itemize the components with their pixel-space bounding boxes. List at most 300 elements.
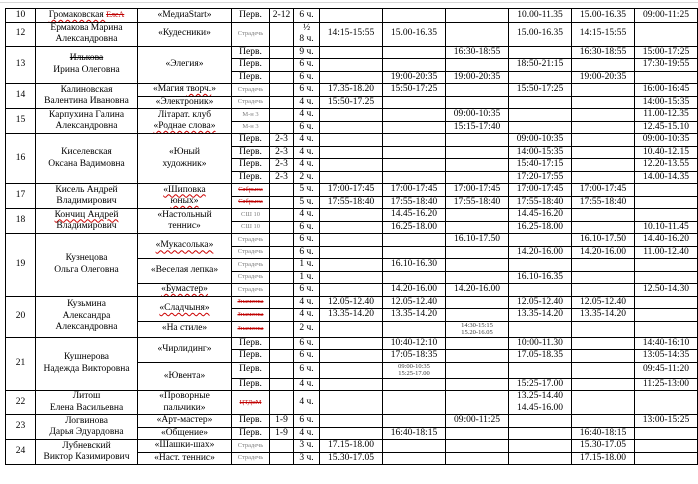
cell-location: Перв. [232,378,270,391]
cell-schedule-time-5: 15.00-16.35 [572,9,635,23]
cell-grade-range: 2-3 [270,146,294,159]
cell-schedule-time-6 [635,427,698,440]
text-line: Кузнецова [65,253,108,264]
cell-club-name: «Ювента» [138,362,232,391]
cell-weekly-hours: 6 ч. [294,350,320,363]
cell-schedule-time-2 [383,146,446,159]
text-line: 13.25-14.40 [517,391,563,401]
cell-weekly-hours: 6 ч. [294,284,320,297]
text-line: 14.45-16.00 [517,402,563,413]
cell-weekly-hours: 6 ч. [294,221,320,234]
table-row [6,440,698,453]
cell-schedule-time-1 [320,427,383,440]
text-line: Валентина Ивановна [44,96,129,106]
cell-schedule-time-1 [320,362,383,378]
text-line: 15.20-16.05 [461,329,493,336]
cell-location: Перв. [232,427,270,440]
cell-location: Перв. [232,350,270,363]
cell-schedule-time-3 [446,271,509,284]
cell-schedule-time-2 [383,46,446,59]
text-run: ЕлеА [106,10,125,19]
cell-schedule-time-5 [572,209,635,222]
cell-row-number: 18 [6,209,36,234]
cell-schedule-time-3 [446,452,509,465]
cell-schedule-time-5: 14:15-15:55 [572,22,635,46]
cell-schedule-time-3 [446,96,509,109]
cell-schedule-time-3 [446,22,509,46]
cell-grade-range: 2-3 [270,134,294,147]
cell-schedule-time-3: 15:15-17:40 [446,121,509,134]
text-line: Літарат. клуб [157,109,212,120]
cell-schedule-time-2 [383,452,446,465]
cell-grade-range [270,362,294,378]
cell-weekly-hours: 4 ч. [294,146,320,159]
cell-row-number: 10 [6,9,36,23]
cell-location: Перв. [232,337,270,350]
cell-location: Перв. [232,71,270,84]
text-line: Карпухина Галина [48,109,125,120]
cell-grade-range [270,121,294,134]
cell-location: Сябрына [232,196,270,209]
cell-row-number: 22 [6,391,36,415]
cell-location: М-н 3 [232,121,270,134]
cell-club-name [138,296,232,321]
cell-schedule-time-4: 10:00-11.30 [509,337,572,350]
cell-teacher-name [36,337,138,391]
text-line: Ермакова Марина [50,22,123,33]
cell-grade-range [270,337,294,350]
cell-weekly-hours: 9 ч. [294,46,320,59]
cell-location: Страдечь [232,440,270,453]
cell-weekly-hours: 4 ч. [294,391,320,415]
cell-schedule-time-6 [635,184,698,197]
cell-schedule-time-1: 17:55-18:40 [320,196,383,209]
cell-schedule-time-3: 19:00-20:35 [446,71,509,84]
cell-schedule-time-4: 15.00-16.35 [509,22,572,46]
cell-schedule-time-4: 14.45-16.20 [509,209,572,222]
cell-schedule-time-2 [383,378,446,391]
cell-schedule-time-5 [572,378,635,391]
cell-schedule-time-1 [320,71,383,84]
cell-schedule-time-2: 15.00-16.35 [383,22,446,46]
text-run: «Сладчыня» [159,302,210,313]
cell-schedule-time-2: 16.10-16.30 [383,259,446,272]
cell-club-name: «Электроник» [138,96,232,109]
cell-schedule-time-4: 14:00-15:35 [509,146,572,159]
text-line: 14:30-15:15 [461,321,493,329]
cell-schedule-time-3 [446,378,509,391]
cell-location: Перв. [232,59,270,72]
table-row [6,415,698,428]
schedule-table [5,8,698,465]
cell-club-name: «На стиле» [138,321,232,337]
cell-location: Страдечь [232,452,270,465]
cell-grade-range [270,284,294,297]
cell-weekly-hours: 3 ч. [294,452,320,465]
text-line: Владимирович [56,221,117,231]
table-row [6,109,698,122]
cell-weekly-hours: 6 ч. [294,337,320,350]
cell-location: Перв. [232,415,270,428]
cell-schedule-time-1 [320,121,383,134]
cell-schedule-time-5: 16:40-18:15 [572,427,635,440]
text-line: «Юный [168,147,201,157]
cell-club-name [138,209,232,234]
cell-row-number: 20 [6,296,36,337]
cell-schedule-time-1: 17:00-17:45 [320,184,383,197]
text-run: Громаковская [48,10,107,20]
cell-club-name [138,391,232,415]
text-line: Владимирович [56,196,117,206]
table-row [6,296,698,309]
cell-grade-range [270,46,294,59]
text-line: Илькова [69,53,104,64]
text-line: Виктор Казимирович [43,452,130,462]
cell-row-number: 13 [6,46,36,84]
cell-schedule-time-6: 11:25-13:00 [635,378,698,391]
cell-schedule-time-6: 12.50-14.30 [635,284,698,297]
cell-schedule-time-1 [320,9,383,23]
cell-schedule-time-3: 17:55-18:40 [446,196,509,209]
cell-weekly-hours: 4 ч. [294,209,320,222]
cell-schedule-time-3 [446,296,509,309]
cell-schedule-time-6: 14:40-16:10 [635,337,698,350]
cell-schedule-time-4 [509,234,572,247]
text-line: теннис» [168,221,201,231]
cell-location: Страдечь [232,96,270,109]
cell-location: Знаменка [232,321,270,337]
cell-schedule-time-3: 16:30-18:55 [446,46,509,59]
cell-schedule-time-3 [446,209,509,222]
text-line: 09:00-10:35 [398,362,430,370]
cell-schedule-time-5: 16.10-17.50 [572,234,635,247]
cell-schedule-time-5 [572,271,635,284]
cell-schedule-time-2 [383,321,446,337]
cell-schedule-time-3 [446,246,509,259]
cell-club-name [138,284,232,297]
cell-schedule-time-5 [572,159,635,172]
cell-schedule-time-2: 17:05-18:35 [383,350,446,363]
table-row [6,184,698,197]
cell-schedule-time-6 [635,309,698,322]
cell-schedule-time-1 [320,109,383,122]
cell-club-name: «Шашки-шах» [138,440,232,453]
cell-schedule-time-6: 12.45-15.10 [635,121,698,134]
text-line: пальчики» [163,402,206,413]
cell-weekly-hours: 4 ч. [294,109,320,122]
cell-grade-range [270,109,294,122]
cell-schedule-time-2 [383,391,446,415]
cell-grade-range [270,350,294,363]
cell-schedule-time-3: 09:00-11:25 [446,415,509,428]
cell-schedule-time-4: 16.25-18.00 [509,221,572,234]
cell-schedule-time-6 [635,321,698,337]
cell-grade-range [270,440,294,453]
cell-schedule-time-5 [572,362,635,378]
cell-club-name: «Веселая лепка» [138,259,232,284]
cell-schedule-time-4: 15:50-17:25 [509,84,572,97]
cell-schedule-time-5: 13.35-14.20 [572,309,635,322]
cell-row-number: 15 [6,109,36,134]
cell-schedule-time-2 [383,246,446,259]
cell-schedule-time-3 [446,391,509,415]
text-line: Дарья Эдуардовна [49,427,124,437]
cell-grade-range [270,22,294,46]
cell-schedule-time-4: 17:20-17:55 [509,171,572,184]
cell-location: Перв. [232,134,270,147]
cell-schedule-time-6: 12.20-13.55 [635,159,698,172]
text-line: Александра [62,310,111,321]
cell-schedule-time-3: 16.10-17.50 [446,234,509,247]
text-line: «Проворные [159,391,210,401]
cell-schedule-time-5: 17:55-18:40 [572,196,635,209]
table-row [6,9,698,23]
cell-teacher-name [36,9,138,23]
cell-schedule-time-6 [635,71,698,84]
text-line: Кузьмина [67,299,106,310]
cell-schedule-time-6: 10.40-12.15 [635,146,698,159]
cell-schedule-time-1 [320,350,383,363]
cell-schedule-time-5: 12.05-12.40 [572,296,635,309]
cell-grade-range [270,196,294,209]
cell-location: Страдечь [232,22,270,46]
cell-schedule-time-2: 16:40-18:15 [383,427,446,440]
cell-schedule-time-4: 17:00-17:45 [509,184,572,197]
cell-schedule-time-3 [446,221,509,234]
cell-teacher-name [36,184,138,209]
cell-schedule-time-1: 17.35-18.20 [320,84,383,97]
cell-weekly-hours: 6 ч. [294,415,320,428]
text-line: «Шиповка [163,184,206,195]
cell-grade-range: 2-3 [270,171,294,184]
text-line: 8 ч. [299,34,314,44]
cell-row-number: 24 [6,440,36,465]
cell-location: Знаменка [232,296,270,309]
cell-schedule-time-5 [572,171,635,184]
cell-schedule-time-6 [635,440,698,453]
cell-row-number: 12 [6,22,36,46]
cell-location: М-н 3 [232,109,270,122]
cell-schedule-time-2 [383,121,446,134]
cell-grade-range [270,234,294,247]
cell-location: Страдечь [232,234,270,247]
cell-schedule-time-2: 16.25-18.00 [383,221,446,234]
cell-weekly-hours: 4 ч. [294,296,320,309]
cell-schedule-time-6: 15:00-17:25 [635,46,698,59]
text-line: Калиновская [60,84,113,95]
cell-schedule-time-1: 15:50-17.25 [320,96,383,109]
table-row [6,209,698,222]
cell-schedule-time-1 [320,259,383,272]
cell-schedule-time-2: 12.05-12.40 [383,296,446,309]
cell-weekly-hours: 4 ч. [294,159,320,172]
cell-row-number: 21 [6,337,36,391]
cell-row-number: 16 [6,134,36,184]
text-run: «Магия [153,84,187,94]
cell-schedule-time-2 [383,59,446,72]
cell-schedule-time-4 [509,321,572,337]
cell-schedule-time-6: 09:00-11:25 [635,9,698,23]
cell-club-name [138,234,232,259]
cell-schedule-time-6 [635,259,698,272]
cell-schedule-time-1 [320,284,383,297]
cell-schedule-time-1 [320,321,383,337]
cell-schedule-time-4: 15:25-17.00 [509,378,572,391]
cell-schedule-time-3 [446,321,509,337]
cell-grade-range [270,221,294,234]
text-line: Литош [72,391,101,401]
page-top-divider [0,2,698,3]
cell-schedule-time-3 [446,259,509,272]
cell-weekly-hours: 6 ч. [294,71,320,84]
cell-club-name [138,109,232,134]
cell-teacher-name [36,46,138,84]
table-row [6,337,698,350]
cell-schedule-time-5 [572,391,635,415]
cell-schedule-time-4: 18:50-21:15 [509,59,572,72]
cell-weekly-hours: 6 ч. [294,121,320,134]
cell-location: ЦТДиМ [232,391,270,415]
cell-schedule-time-2: 14.45-16.20 [383,209,446,222]
cell-schedule-time-1 [320,221,383,234]
cell-schedule-time-2 [383,159,446,172]
cell-weekly-hours: 6 ч. [294,234,320,247]
cell-schedule-time-4 [509,391,572,415]
cell-schedule-time-4 [509,96,572,109]
cell-schedule-time-5 [572,221,635,234]
cell-schedule-time-1 [320,171,383,184]
cell-schedule-time-2 [383,234,446,247]
cell-row-number: 23 [6,415,36,440]
cell-schedule-time-2: 19:00-20:35 [383,71,446,84]
cell-teacher-name [36,134,138,184]
cell-schedule-time-2 [383,171,446,184]
cell-schedule-time-6: 16:00-16:45 [635,84,698,97]
text-line: Кушнерова [63,352,110,363]
cell-grade-range [270,296,294,309]
cell-grade-range: 2-3 [270,159,294,172]
cell-schedule-time-6: 09:00-10:35 [635,134,698,147]
cell-teacher-name [36,391,138,415]
cell-location: СШ 10 [232,221,270,234]
cell-grade-range [270,96,294,109]
text-line: «Роднае слова» [153,121,216,131]
cell-club-name: «Элегия» [138,46,232,84]
cell-schedule-time-3: 09:00-10:35 [446,109,509,122]
text-line: Александровна [55,121,118,131]
cell-weekly-hours: 6 ч. [294,9,320,23]
cell-schedule-time-5 [572,59,635,72]
cell-schedule-time-1 [320,337,383,350]
cell-schedule-time-2: 17:55-18:40 [383,196,446,209]
cell-weekly-hours: 6 ч. [294,59,320,72]
cell-weekly-hours [294,22,320,46]
cell-teacher-name [36,440,138,465]
cell-schedule-time-2 [383,415,446,428]
cell-schedule-time-1: 14:15-15:55 [320,22,383,46]
cell-teacher-name [36,209,138,234]
cell-schedule-time-5: 16:30-18:55 [572,46,635,59]
text-line: Ольга Олеговна [54,264,119,275]
cell-schedule-time-6 [635,22,698,46]
cell-grade-range [270,84,294,97]
cell-schedule-time-4 [509,121,572,134]
cell-grade-range [270,321,294,337]
text-line: Александровна [55,34,118,44]
cell-grade-range: 1-9 [270,415,294,428]
table-row [6,134,698,147]
cell-schedule-time-1 [320,391,383,415]
cell-schedule-time-3 [446,309,509,322]
cell-schedule-time-1 [320,209,383,222]
cell-location: Перв. [232,9,270,23]
cell-weekly-hours: 4 ч. [294,427,320,440]
text-line: Надежда Викторовна [43,363,130,374]
cell-weekly-hours: 6 ч. [294,246,320,259]
table-row [6,84,698,97]
cell-schedule-time-6 [635,391,698,415]
cell-schedule-time-5 [572,109,635,122]
cell-club-name: «Общение» [138,427,232,440]
cell-weekly-hours: 3 ч. [294,440,320,453]
cell-schedule-time-1 [320,46,383,59]
cell-club-name [138,134,232,184]
cell-schedule-time-6 [635,452,698,465]
cell-schedule-time-3: 14.20-16.00 [446,284,509,297]
cell-grade-range: 2-12 [270,9,294,23]
cell-schedule-time-6: 09:45-11:20 [635,362,698,378]
cell-weekly-hours: 4 ч. [294,309,320,322]
cell-teacher-name [36,296,138,337]
cell-grade-range [270,309,294,322]
cell-schedule-time-2 [383,109,446,122]
cell-schedule-time-4 [509,284,572,297]
cell-schedule-time-6: 13:05-14:35 [635,350,698,363]
cell-schedule-time-1: 13.35-14.20 [320,309,383,322]
cell-schedule-time-2: 17:00-17:45 [383,184,446,197]
cell-location: Страдечь [232,259,270,272]
cell-schedule-time-1: 17.15-18.00 [320,440,383,453]
cell-schedule-time-5 [572,259,635,272]
cell-grade-range [270,378,294,391]
cell-schedule-time-6: 11.00-12.35 [635,109,698,122]
cell-schedule-time-5 [572,337,635,350]
cell-schedule-time-4: 15:40-17:15 [509,159,572,172]
cell-schedule-time-6: 14.40-16.20 [635,234,698,247]
cell-schedule-time-5 [572,415,635,428]
cell-grade-range [270,184,294,197]
text-run: » [211,84,216,94]
cell-schedule-time-2 [383,440,446,453]
cell-schedule-time-4: 16.10-16.35 [509,271,572,284]
cell-schedule-time-5: 15.30-17.05 [572,440,635,453]
cell-schedule-time-6 [635,196,698,209]
cell-location: Перв. [232,159,270,172]
cell-schedule-time-6: 14:00-15:35 [635,96,698,109]
cell-teacher-name [36,84,138,109]
cell-location: Перв. [232,146,270,159]
cell-schedule-time-4: 12.05-12.40 [509,296,572,309]
cell-location: Страдечь [232,84,270,97]
cell-club-name: «Наст. теннис» [138,452,232,465]
cell-schedule-time-4: 09:00-10:35 [509,134,572,147]
cell-schedule-time-5: 19:00-20:35 [572,71,635,84]
cell-grade-range: 1-9 [270,427,294,440]
text-line: Оксана Вадимовна [48,158,125,169]
cell-schedule-time-2 [383,9,446,23]
cell-weekly-hours: 2 ч. [294,321,320,337]
cell-schedule-time-6 [635,296,698,309]
